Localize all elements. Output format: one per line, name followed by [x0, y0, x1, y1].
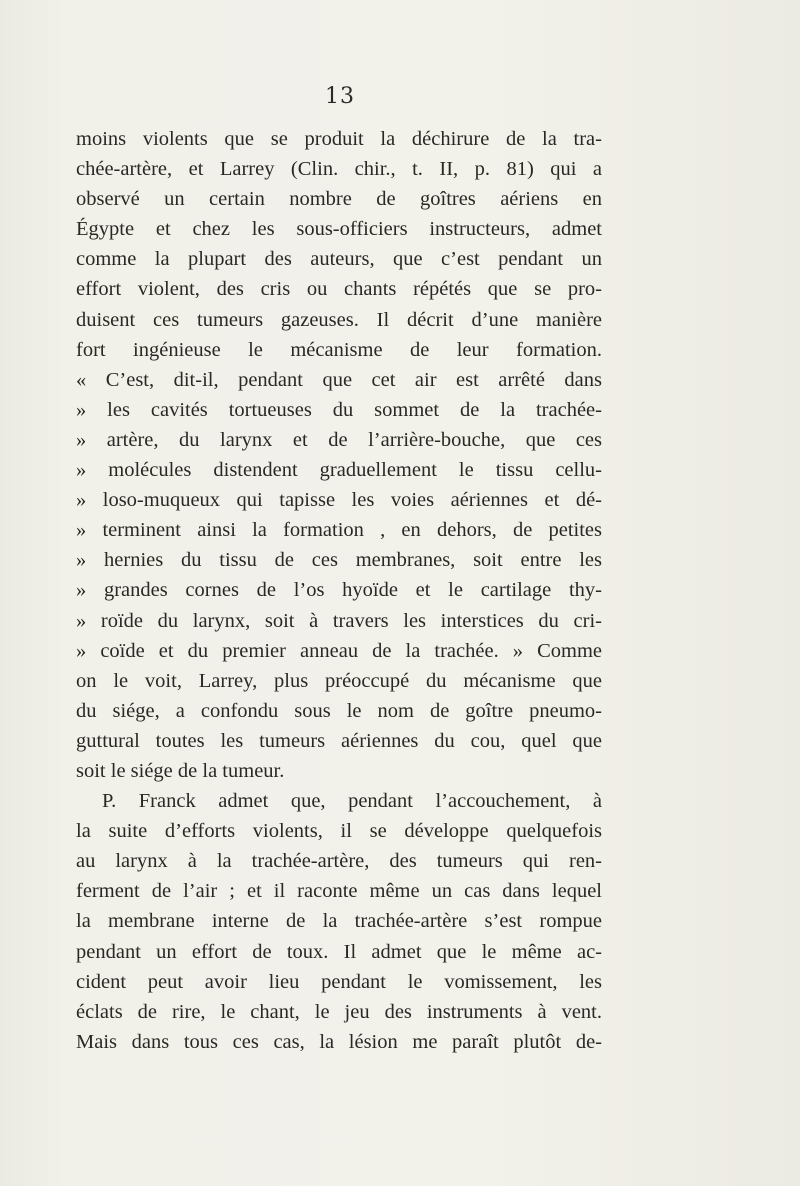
text-line: la suite d’efforts violents, il se développe quelquefois [76, 820, 602, 843]
text-line: observé un certain nombre de goîtres aériens en [76, 188, 602, 211]
text-line: « C’est, dit-il, pendant que cet air est arrêté dans [76, 368, 602, 391]
text-line: comme la plupart des auteurs, que c’est pendant un [76, 248, 602, 271]
text-line: P. Franck admet que, pendant l’accouchement, à [102, 790, 602, 813]
text-line: duisent ces tumeurs gazeuses. Il décrit d’une manière [76, 308, 602, 331]
text-line: soit le siége de la tumeur. [76, 759, 285, 782]
text-line: moins violents que se produit la déchirure de la tra- [76, 128, 602, 150]
text-line: » grandes cornes de l’os hyoïde et le cartilage thy- [76, 579, 602, 602]
text-line: cident peut avoir lieu pendant le vomissement, les [76, 970, 602, 993]
text-line: fort ingénieuse le mécanisme de leur formation. [76, 338, 602, 361]
text-line: chée-artère, et Larrey (Clin. chir., t. II, p. 81) qui a [76, 158, 602, 181]
text-line: » molécules distendent graduellement le tissu cellu- [76, 459, 602, 482]
text-line: on le voit, Larrey, plus préoccupé du mécanisme que [76, 669, 602, 692]
text-line: » coïde et du premier anneau de la trachée. » Comme [76, 639, 602, 662]
body-text [76, 124, 602, 1057]
text-line: guttural toutes les tumeurs aériennes du cou, quel que [76, 729, 602, 752]
text-line: » les cavités tortueuses du sommet de la trachée- [76, 398, 602, 421]
text-line: la membrane interne de la trachée-artère s’est rompue [76, 910, 602, 933]
text-line: effort violent, des cris ou chants répétés que se pro- [76, 278, 602, 301]
text-line: éclats de rire, le chant, le jeu des instruments à vent. [76, 1000, 602, 1023]
text-line: au larynx à la trachée-artère, des tumeurs qui ren- [76, 850, 602, 873]
text-line: Mais dans tous ces cas, la lésion me paraît plutôt de- [76, 1030, 602, 1053]
text-line: du siége, a confondu sous le nom de goître pneumo- [76, 699, 602, 722]
text-line: pendant un effort de toux. Il admet que le même ac- [76, 940, 602, 963]
page-number: 13 [325, 84, 355, 109]
text-line: Égypte et chez les sous-officiers instructeurs, admet [76, 218, 602, 241]
text-line: » roïde du larynx, soit à travers les interstices du cri- [76, 609, 602, 632]
text-line: » loso-muqueux qui tapisse les voies aériennes et dé- [76, 489, 602, 512]
text-line: » terminent ainsi la formation , en dehors, de petites [76, 519, 602, 542]
text-line: ferment de l’air ; et il raconte même un cas dans lequel [76, 880, 602, 903]
text-line: » artère, du larynx et de l’arrière-bouche, que ces [76, 428, 602, 451]
text-line: » hernies du tissu de ces membranes, soit entre les [76, 549, 602, 572]
